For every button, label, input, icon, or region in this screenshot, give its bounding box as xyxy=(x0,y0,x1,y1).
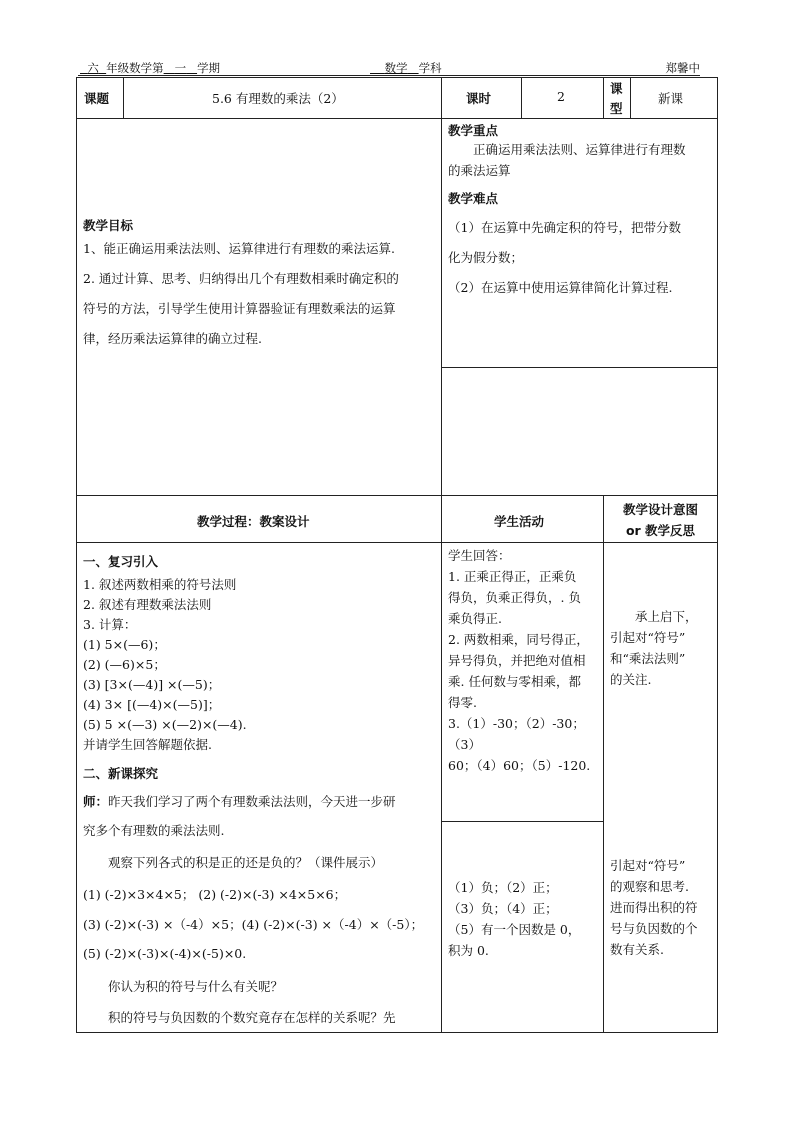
row1-divider-d xyxy=(630,77,631,119)
process-design-header: 教学过程：教案设计 xyxy=(197,514,310,529)
intent-header-line2: or 教学反思 xyxy=(625,523,696,538)
student-line: 积为 0. xyxy=(448,943,489,958)
difficulties-text xyxy=(448,213,716,303)
review-item: 3. 计算： xyxy=(83,617,137,632)
row1-divider-c xyxy=(603,77,604,119)
teacher-line1 xyxy=(83,792,396,810)
intent-line: 的关注. xyxy=(610,672,652,687)
key-point-line: 正确运用乘法法则、运算律进行有理数 xyxy=(448,142,686,157)
key-points-title: 教学重点 xyxy=(448,123,499,138)
review-item: 2. 叙述有理数乘法法则 xyxy=(83,597,212,612)
student-col-split xyxy=(441,821,603,822)
review-item: (1) 5×(—6)； xyxy=(83,637,166,652)
review-item: (4) 3× [(—4)×(—5)]； xyxy=(83,697,221,712)
header-author: 郑馨中 xyxy=(665,61,700,75)
observe-prompt: 观察下列各式的积是正的还是负的？（课件展示） xyxy=(83,855,384,870)
student-line: 1. 正乘正得正，正乘负 xyxy=(448,569,577,584)
table-border-row1 xyxy=(76,118,718,119)
student-line: 乘. 任何数与零相乘，都 xyxy=(448,674,581,689)
student-line: 得负，负乘正得负，. 负 xyxy=(448,590,581,605)
review-item: 并请学生回答解题依据. xyxy=(83,737,212,752)
intent-header-line1: 教学设计意图 xyxy=(622,502,698,517)
objectives-title: 教学目标 xyxy=(83,218,134,233)
difficulty-line: 化为假分数； xyxy=(448,250,524,265)
period-value: 2 xyxy=(557,89,565,104)
example-line: (5) (-2)×(-3)×(-4)×(-5)×0. xyxy=(83,946,247,961)
difficulties-title: 教学难点 xyxy=(448,191,499,206)
objective-line: 1、能正确运用乘法法则、运算律进行有理数的乘法运算. xyxy=(83,241,395,256)
objective-line: 律，经历乘法运算律的确立过程. xyxy=(83,331,262,346)
student-line: （5）有一个因数是 0， xyxy=(448,922,581,937)
type-value: 新课 xyxy=(658,91,684,106)
intent-line: 和“乘法法则” xyxy=(610,651,686,666)
teacher-label: 师： xyxy=(83,794,109,809)
teacher-text: 昨天我们学习了两个有理数乘法法则，今天进一步研 xyxy=(108,794,396,809)
key-points-text xyxy=(448,139,716,181)
student-line: 异号得负，并把绝对值相 xyxy=(448,653,586,668)
page-header xyxy=(78,60,700,76)
type-label-bottom: 型 xyxy=(610,101,623,116)
intent-notes-1 xyxy=(610,606,716,690)
header-underline xyxy=(78,75,700,76)
objective-line: 符号的方法，引导学生使用计算器验证有理数乘法的运算 xyxy=(83,301,396,316)
key-point-line: 的乘法运算 xyxy=(448,163,511,178)
student-line: （1）负；（2）正； xyxy=(448,880,558,895)
question-line: 积的符号与负因数的个数究竟存在怎样的关系呢？先 xyxy=(83,1010,396,1025)
topic-label: 课题 xyxy=(84,91,110,106)
intent-line: 承上启下， xyxy=(610,609,698,624)
type-label-top: 课 xyxy=(610,81,623,96)
question-line: 你认为积的符号与什么有关呢？ xyxy=(83,979,284,994)
section1-title: 一、复习引入 xyxy=(83,554,159,569)
section1-content xyxy=(83,575,438,755)
header-grade: 六 年级数学第 一 学期 xyxy=(87,61,221,75)
header-subject: 数学 学科 xyxy=(384,61,442,75)
intent-notes-2 xyxy=(610,855,716,960)
table-border-top xyxy=(76,77,718,78)
example-line: (3) (-2)×(-3) ×（-4）×5；(4) (-2)×(-3) ×（-4）×（-5）； xyxy=(83,917,424,932)
period-label: 课时 xyxy=(466,91,492,106)
intent-line: 引起对“符号” xyxy=(610,858,686,873)
student-activity-header: 学生活动 xyxy=(494,514,545,529)
table-border-bottom xyxy=(76,1032,718,1033)
row1-divider-b xyxy=(521,77,522,119)
table-border-right xyxy=(717,77,718,1033)
objective-line: 2. 通过计算、思考、归纳得出几个有理数相乘时确定积的 xyxy=(83,271,399,286)
row1-divider-a xyxy=(123,77,124,119)
review-item: (3) [3×(—4)] ×(—5)； xyxy=(83,677,221,692)
difficulty-line: （2）在运算中使用运算律简化计算过程. xyxy=(448,280,673,295)
intent-line: 的观察和思考. xyxy=(610,879,689,894)
student-line: 2. 两数相乘，同号得正， xyxy=(448,632,589,647)
process-col-divider xyxy=(603,495,604,1033)
objectives-text xyxy=(83,234,438,354)
intent-line: 号与负因数的个 xyxy=(610,921,698,936)
student-line: （3）负；（4）正； xyxy=(448,901,558,916)
student-answers-2 xyxy=(448,877,602,961)
intent-line: 进而得出积的符 xyxy=(610,900,698,915)
topic-value: 5.6 有理数的乘法（2） xyxy=(212,91,344,106)
intent-line: 引起对“符号” xyxy=(610,630,686,645)
table-col-divider xyxy=(441,77,442,1033)
table-border-row3 xyxy=(76,542,718,543)
student-line: 得零. xyxy=(448,695,477,710)
student-line: 3.（1）-30；（2）-30；（3） xyxy=(448,716,585,752)
student-line: 学生回答： xyxy=(448,548,511,563)
student-line: 乘负得正. xyxy=(448,611,502,626)
review-item: 1. 叙述两数相乘的符号法则 xyxy=(83,577,237,592)
student-answers-1 xyxy=(448,545,602,776)
student-line: 60；（4）60；（5）-120. xyxy=(448,758,591,773)
table-border-left xyxy=(76,77,77,1033)
teacher-line2: 究多个有理数的乘法法则. xyxy=(83,823,225,838)
review-item: (2) (—6)×5； xyxy=(83,657,166,672)
review-item: (5) 5 ×(—3) ×(—2)×(—4). xyxy=(83,717,247,732)
example-line: (1) (-2)×3×4×5； (2) (-2)×(-3) ×4×5×6； xyxy=(83,887,347,902)
intent-line: 数有关系. xyxy=(610,942,664,957)
section2-title: 二、新课探究 xyxy=(83,766,159,781)
table-border-row2 xyxy=(76,495,718,496)
right-panel-divider xyxy=(441,367,718,368)
difficulty-line: （1）在运算中先确定积的符号，把带分数 xyxy=(448,220,681,235)
